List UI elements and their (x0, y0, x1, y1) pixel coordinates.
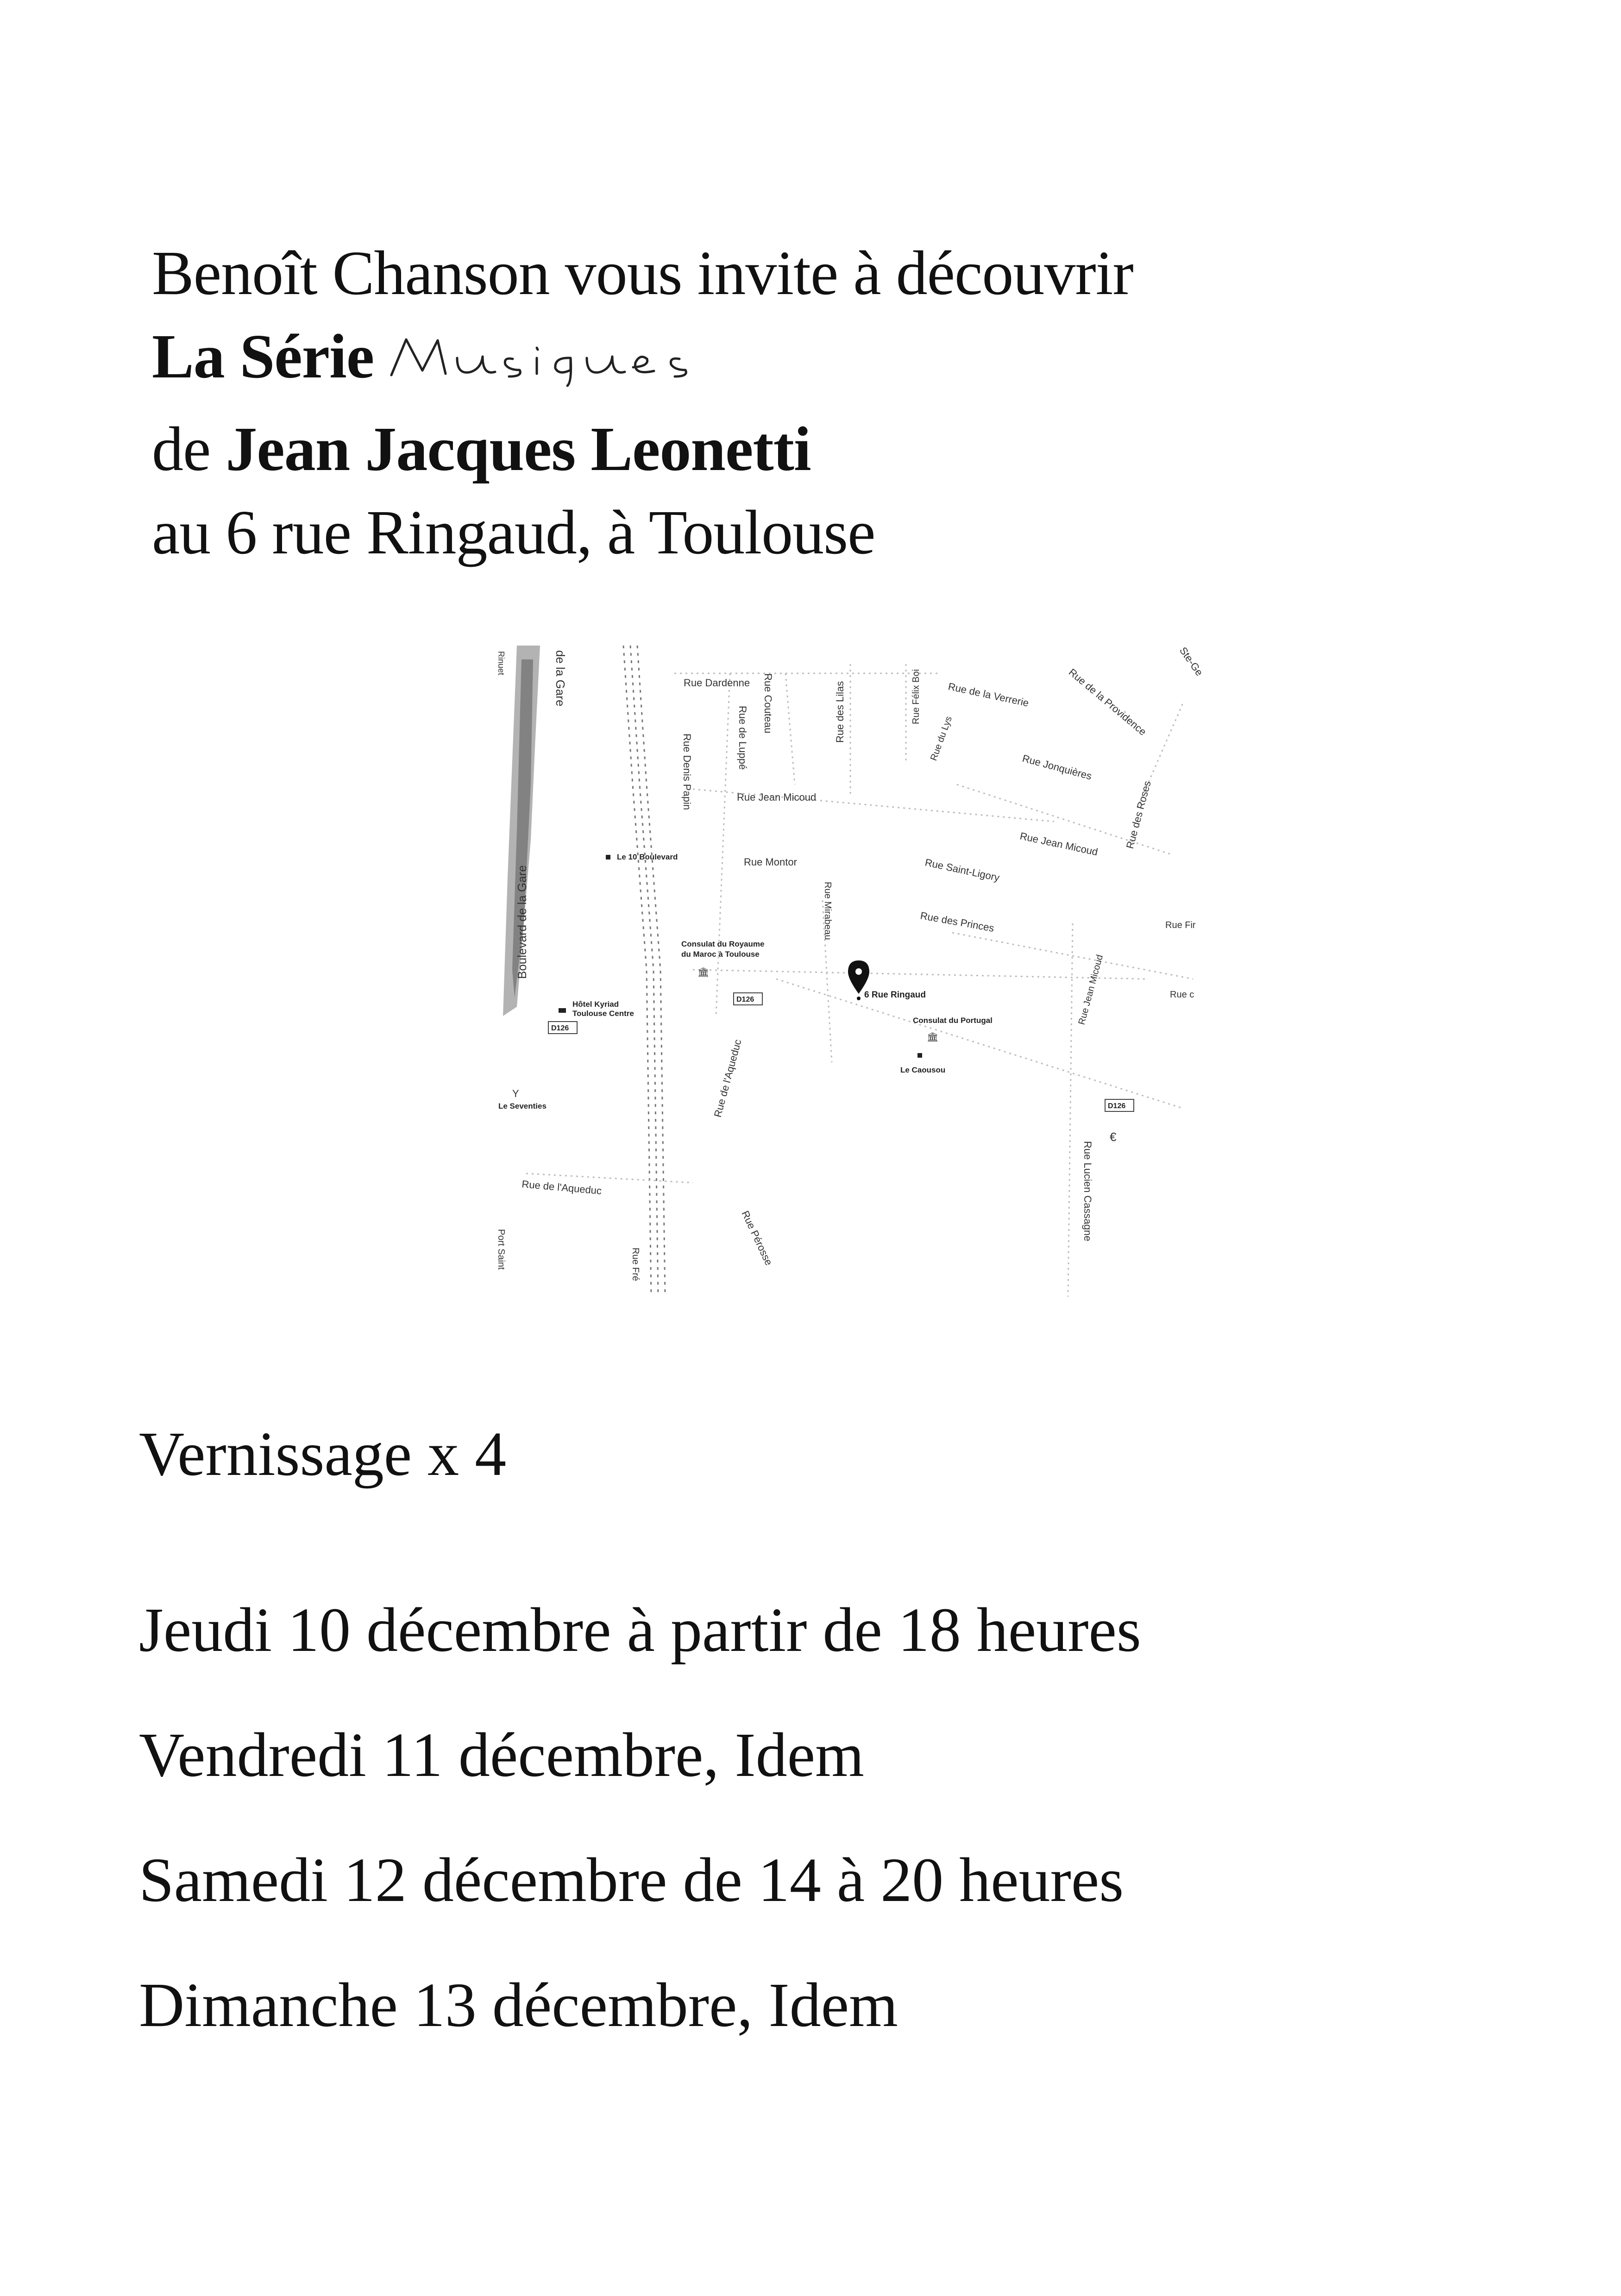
place-marker-icon (606, 855, 610, 859)
street-label: Rue de la Verrerie (947, 680, 1030, 709)
artist-name: Jean Jacques Leonetti (226, 414, 811, 484)
street-label: Rue des Roses (1124, 779, 1153, 850)
invitation-line: Benoît Chanson vous invite à découvrir (152, 238, 1133, 308)
street-label: Rue Jean Micoud (1018, 830, 1099, 858)
place-label: Hôtel Kyriad (572, 1000, 619, 1009)
street-label: Rue Pérosse (739, 1209, 775, 1267)
street-label: Rue Dardenne (684, 677, 750, 689)
schedule-list (139, 1593, 1141, 2093)
street-label: Port Saint (496, 1229, 506, 1270)
location-map (498, 646, 1212, 1297)
place-marker-icon (917, 1053, 922, 1058)
destination-label: 6 Rue Ringaud (864, 990, 926, 1000)
street-label: Rue du Lys (929, 715, 955, 762)
street-label: Rue Félix Boi (911, 669, 921, 724)
currency-icon: € (1110, 1130, 1117, 1144)
street-label: Rue Lucien Cassagne (1082, 1141, 1093, 1242)
address-line: au 6 rue Ringaud, à Toulouse (152, 498, 875, 567)
road-code: D126 (551, 1024, 569, 1032)
street-label: Rue Fir (1165, 920, 1196, 930)
street-label: Rue Fré (630, 1248, 641, 1281)
street-label: Rue Denis Papin (681, 734, 693, 810)
artist-line (152, 408, 1495, 491)
street-label: Rue Jonquières (1021, 752, 1093, 782)
bar-icon: Y (512, 1088, 519, 1099)
series-title-line (152, 315, 1495, 408)
corner-label: Ste-Ge (1177, 645, 1206, 678)
street-label: Rue Mirabeau (823, 882, 833, 940)
handwritten-series-name (388, 324, 712, 408)
place-label: Le 10 Boulevard (617, 853, 678, 861)
street-label: Rue Jean Micoud (1076, 954, 1106, 1026)
street-label: Rue des Lilas (834, 681, 846, 743)
place-label: Toulouse Centre (572, 1009, 634, 1018)
place-label: Le Caousou (900, 1066, 946, 1074)
schedule-item: Dimanche 13 décembre, Idem (139, 1970, 898, 2040)
artist-prefix: de (152, 414, 211, 484)
street-label: Rue des Princes (919, 910, 995, 934)
bank-icon: 🏛 (927, 1032, 939, 1042)
street-label: Rue Couteau (762, 673, 774, 734)
street-label: Rue Montor (744, 856, 797, 868)
place-label: Consulat du Portugal (913, 1016, 993, 1025)
place-label: Le Seventies (498, 1102, 547, 1110)
street-label: Rue de la Providence (1066, 666, 1149, 738)
bank-icon: 🏛 (697, 967, 710, 978)
schedule-item: Samedi 12 décembre de 14 à 20 heures (139, 1845, 1124, 1915)
road-code: D126 (736, 996, 754, 1004)
schedule-item: Vendredi 11 décembre, Idem (139, 1720, 864, 1790)
invitation-header (152, 232, 1495, 574)
street-label: Rue Jean Micoud (737, 791, 817, 803)
map-canvas (498, 646, 1212, 1297)
street-label: Rue de l'Aqueduc (521, 1178, 603, 1197)
street-label: Rue de Luppé (737, 706, 748, 770)
street-label: Rue c (1170, 990, 1194, 1000)
street-label: de la Gare (553, 650, 567, 707)
road-code: D126 (1108, 1102, 1126, 1110)
street-label: Rinuet (496, 651, 506, 676)
vernissage-title: Vernissage x 4 (139, 1419, 507, 1489)
place-label: du Maroc à Toulouse (681, 950, 760, 959)
handwritten-musiques-icon (388, 331, 712, 387)
place-label: Consulat du Royaume (681, 940, 765, 948)
series-prefix: La Série (152, 322, 374, 391)
schedule-item: Jeudi 10 décembre à partir de 18 heures (139, 1595, 1141, 1665)
street-label: Rue Saint-Ligory (924, 856, 1001, 884)
street-label: Rue de l'Aqueduc (711, 1038, 744, 1119)
hotel-icon (559, 1008, 566, 1013)
street-label: Boulevard de la Gare (515, 865, 529, 979)
